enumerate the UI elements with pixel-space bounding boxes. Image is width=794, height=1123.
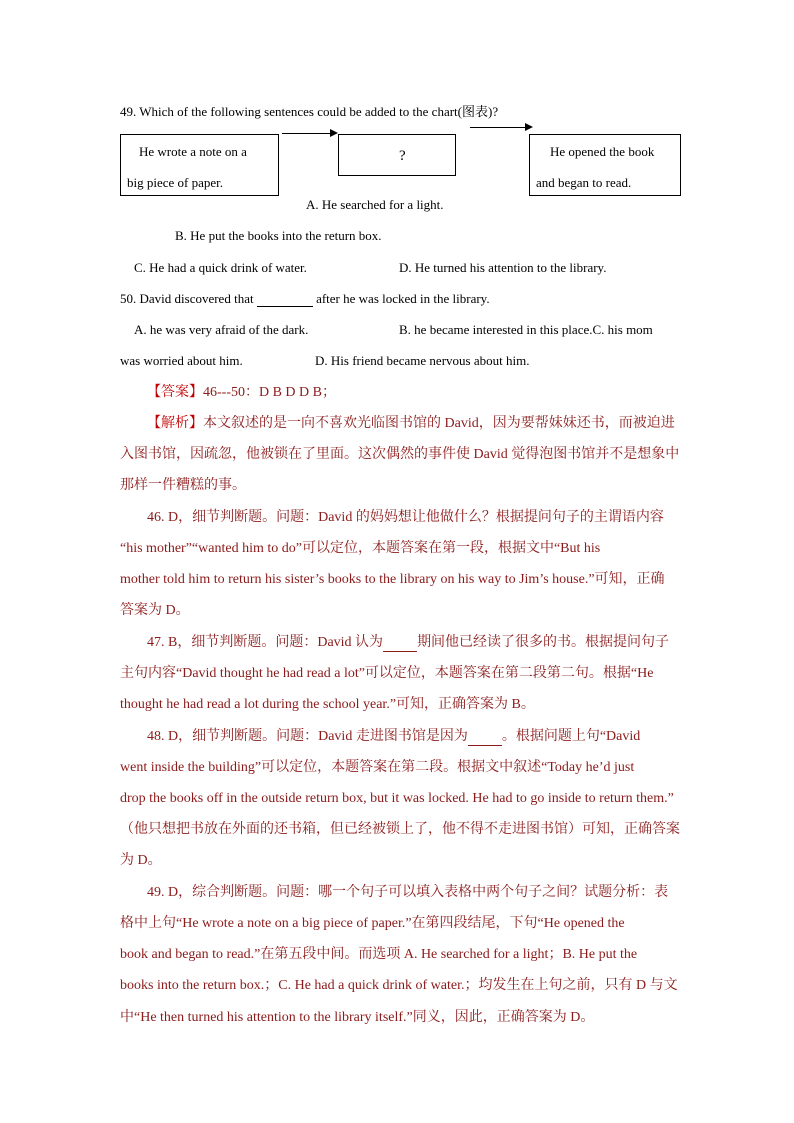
chart-arrowhead-2 [525, 123, 533, 131]
answer-line [147, 384, 336, 402]
e46-line-2: “his mother”“wanted him to do”可以定位，本题答案在第一段，根据文中“But his [120, 541, 601, 556]
analysis-line-1 [147, 415, 675, 433]
e48-line-1 [147, 728, 640, 746]
e47-line-1 [147, 634, 669, 652]
q50-stem [120, 291, 490, 307]
e48-blank [468, 733, 502, 746]
e49-line-2: 格中上句“He wrote a note on a big piece of paper.”在第四段结尾，下句“He opened the [120, 916, 625, 931]
q50-option-d: D. His friend became nervous about him. [315, 353, 530, 368]
q50-option-b-c: B. he became interested in this place.C. his mom [399, 322, 653, 337]
answer-label: 【答案】 [147, 385, 203, 400]
chart-arrow-2 [470, 127, 526, 128]
chart-box-3-line1: He opened the book [550, 144, 655, 159]
analysis-text-1: 本文叙述的是一向不喜欢光临图书馆的 David，因为要帮妹妹还书，而被迫进 [203, 416, 675, 431]
e49-line-3: book and began to read.”在第五段中间。而选项 A. He searched for a light；B. He put the [120, 947, 638, 962]
q49-stem: 49. Which of the following sentences could be added to the chart(图表)? [120, 104, 499, 119]
e46-line-4: 答案为 D。 [120, 603, 190, 618]
e48-line-1-post: 。根据问题上句“David [501, 729, 641, 744]
analysis-line-2: 入图书馆，因疏忽，他被锁在了里面。这次偶然的事件使 David 觉得泡图书馆并不是想象中 [120, 447, 680, 462]
q49-option-a: A. He searched for a light. [306, 197, 444, 212]
q49-option-c: C. He had a quick drink of water. [134, 260, 307, 275]
e49-line-5: 中“He then turned his attention to the library itself.”同义，因此，正确答案为 D。 [120, 1010, 595, 1025]
e49-line-4: books into the return box.；C. He had a quick drink of water.；均发生在上句之前，只有 D 与文 [120, 978, 678, 993]
e47-line-3: thought he had read a lot during the school year.”可知，正确答案为 B。 [120, 697, 535, 712]
e46-line-3: mother told him to return his sister’s books to the library on his way to Jim’s house.”可知，正确 [120, 572, 665, 587]
analysis-line-3: 那样一件糟糕的事。 [120, 478, 246, 493]
q50-blank [257, 294, 313, 307]
chart-box-3 [529, 134, 681, 196]
e48-line-4: （他只想把书放在外面的还书箱，但已经被锁上了，他不得不走进图书馆）可知，正确答案 [120, 822, 680, 837]
chart-arrowhead-1 [330, 129, 338, 137]
q50-stem-pre: 50. David discovered that [120, 291, 254, 306]
analysis-label: 【解析】 [147, 416, 203, 431]
chart-arrow-1 [282, 133, 332, 134]
chart-box-2-text: ? [399, 148, 406, 164]
chart-box-3-line2: and began to read. [536, 175, 632, 190]
q49-option-b: B. He put the books into the return box. [175, 228, 382, 243]
chart-box-1 [120, 134, 279, 196]
e47-line-2: 主句内容“David thought he had read a lot”可以定位，本题答案在第二段第二句。根据“He [120, 666, 654, 681]
e48-line-5: 为 D。 [120, 853, 162, 868]
q50-option-a: A. he was very afraid of the dark. [134, 322, 309, 337]
q50-option-c-cont: was worried about him. [120, 353, 243, 368]
q50-stem-post: after he was locked in the library. [316, 291, 490, 306]
e49-line-1: 49. D，综合判断题。问题：哪一个句子可以填入表格中两个句子之间？试题分析：表 [147, 885, 669, 900]
chart-box-1-line2: big piece of paper. [127, 175, 224, 190]
e48-line-1-pre: 48. D，细节判断题。问题：David 走进图书馆是因为 [147, 729, 468, 744]
answer-value: 46---50：D B D D B； [203, 385, 336, 400]
e47-blank [383, 639, 417, 652]
e47-line-1-post: 期间他已经读了很多的书。根据提问句子 [417, 635, 670, 650]
e46-line-1: 46. D，细节判断题。问题：David 的妈妈想让他做什么？根据提问句子的主谓语内容 [147, 510, 664, 525]
e48-line-3: drop the books off in the outside return box, but it was locked. He had to go inside to return them.” [120, 791, 674, 806]
chart-box-2 [338, 134, 456, 176]
chart-box-1-line1: He wrote a note on a [139, 144, 247, 159]
e48-line-2: went inside the building”可以定位，本题答案在第二段。根据文中叙述“Today he’d just [120, 760, 635, 775]
q49-option-d: D. He turned his attention to the library. [399, 260, 607, 275]
e47-line-1-pre: 47. B，细节判断题。问题：David 认为 [147, 635, 384, 650]
